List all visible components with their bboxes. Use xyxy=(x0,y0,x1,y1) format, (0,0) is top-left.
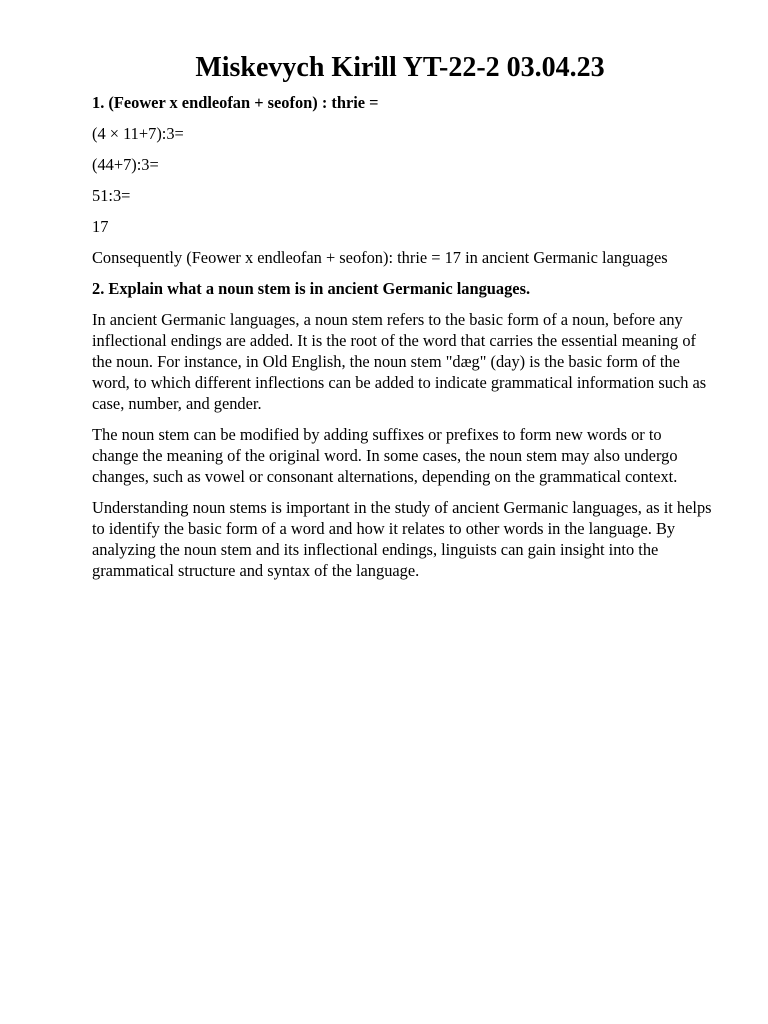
document-body xyxy=(92,92,712,581)
conclusion-paragraph: Consequently (Feower x endleofan + seofon): thrie = 17 in ancient Germanic languages xyxy=(92,248,668,267)
answer-paragraph-3: Understanding noun stems is important in the study of ancient Germanic languages, as it helps to identify the basic form of a word and how it relates to other words in the language. By analyzing the noun stem and its inflectional endings, linguists can gain insight into the grammatical structure and syntax of the language. xyxy=(92,498,712,580)
calculation-result: 17 xyxy=(92,217,109,236)
question-1-heading: 1. (Feower x endleofan + seofon) : thrie = xyxy=(92,93,379,112)
calculation-step-3: 51:3= xyxy=(92,186,131,205)
question-2-heading: 2. Explain what a noun stem is in ancient Germanic languages. xyxy=(92,279,531,298)
document-title-text: Miskevych Kirill YT-22-2 03.04.23 xyxy=(195,52,605,83)
answer-paragraph-2: The noun stem can be modified by adding suffixes or prefixes to form new words or to change the meaning of the original word. In some cases, the noun stem may also undergo changes, such as vowel or consonant alternations, depending on the grammatical context. xyxy=(92,425,678,486)
calculation-step-2: (44+7):3= xyxy=(92,155,159,174)
answer-paragraph-1: In ancient Germanic languages, a noun stem refers to the basic form of a noun, before any inflectional endings are added. It is the root of the word that carries the essential meaning of the noun. For instance, in Old English, the noun stem "dæg" (day) is the basic form of the word, to which different inflections can be added to indicate grammatical information such as case, number, and gender. xyxy=(92,310,707,413)
document-title xyxy=(0,0,768,86)
calculation-step-1: (4 × 11+7):3= xyxy=(92,124,184,143)
